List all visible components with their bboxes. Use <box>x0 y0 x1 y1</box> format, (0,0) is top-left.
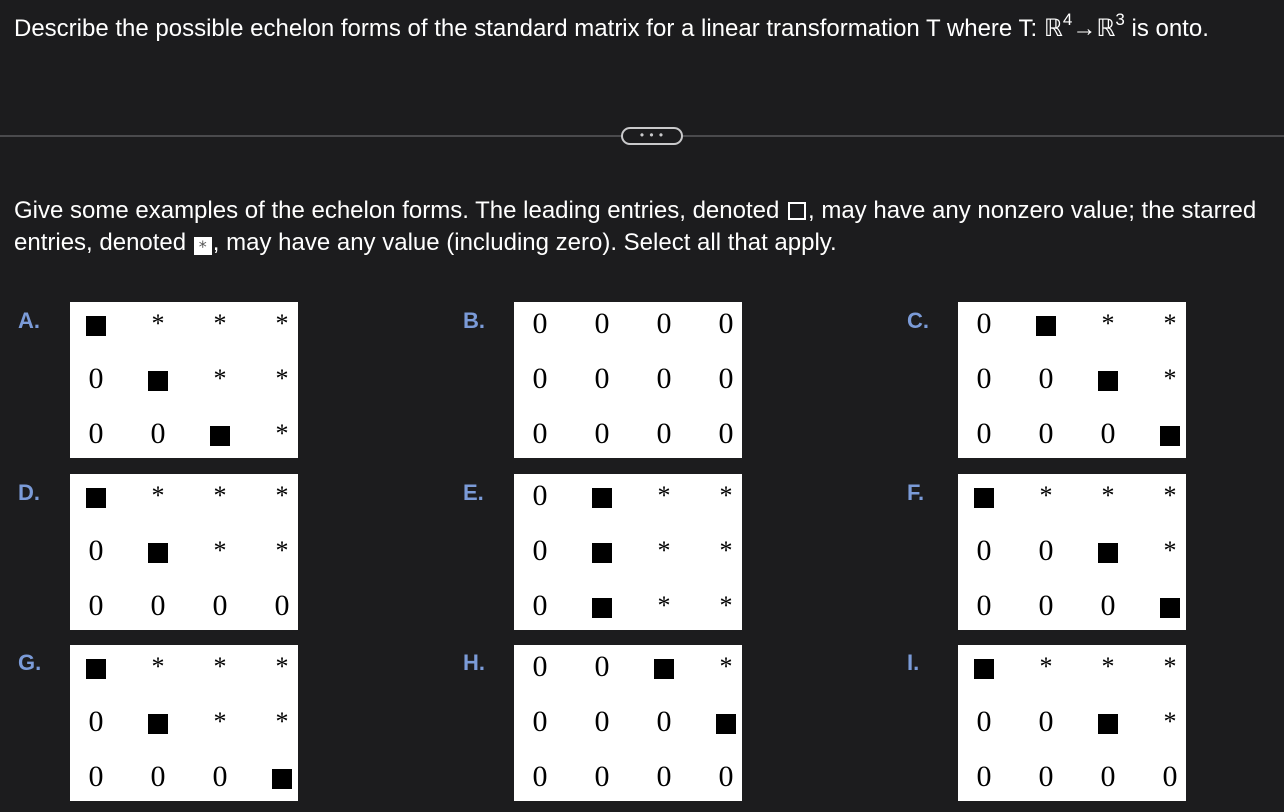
starred-entry: * <box>719 536 733 565</box>
zero-entry: 0 <box>532 534 548 567</box>
leading-entry-icon <box>136 531 180 571</box>
matrix <box>514 645 742 801</box>
zero-entry: 0 <box>88 417 104 450</box>
leading-entry-icon <box>136 702 180 742</box>
starred-entry: * <box>275 309 289 338</box>
zero-entry: 0 <box>656 760 672 793</box>
starred-entry: * <box>275 707 289 736</box>
starred-entry: * <box>275 481 289 510</box>
leading-entry-icon <box>962 476 1006 516</box>
leading-entry-icon <box>1148 586 1192 626</box>
starred-entry: * <box>657 481 671 510</box>
zero-entry: 0 <box>88 705 104 738</box>
zero-entry: 0 <box>1038 705 1054 738</box>
option-letter: G. <box>18 650 42 675</box>
leading-entry-icon <box>260 757 304 797</box>
starred-entry: * <box>1101 309 1115 338</box>
zero-entry: 0 <box>532 362 548 395</box>
matrix <box>514 302 742 458</box>
leading-entry-icon <box>136 359 180 399</box>
zero-entry: 0 <box>718 307 734 340</box>
leading-entry-icon <box>74 304 118 344</box>
starred-entry: * <box>1039 652 1053 681</box>
zero-entry: 0 <box>976 417 992 450</box>
zero-entry: 0 <box>150 760 166 793</box>
matrix <box>70 474 298 630</box>
starred-entry: * <box>213 481 227 510</box>
zero-entry: 0 <box>976 362 992 395</box>
zero-entry: 0 <box>88 589 104 622</box>
zero-entry: 0 <box>594 650 610 683</box>
zero-entry: 0 <box>1038 760 1054 793</box>
starred-entry: * <box>1163 652 1177 681</box>
starred-entry: * <box>275 536 289 565</box>
zero-entry: 0 <box>532 417 548 450</box>
starred-entry: * <box>151 309 165 338</box>
starred-entry: * <box>213 536 227 565</box>
starred-entry: * <box>1101 652 1115 681</box>
starred-entry: * <box>1163 536 1177 565</box>
zero-entry: 0 <box>532 479 548 512</box>
starred-entry: * <box>657 536 671 565</box>
zero-entry: 0 <box>594 307 610 340</box>
starred-entry: * <box>1163 707 1177 736</box>
starred-entry: * <box>1163 309 1177 338</box>
zero-entry: 0 <box>212 589 228 622</box>
zero-entry: 0 <box>976 307 992 340</box>
starred-entry: * <box>719 652 733 681</box>
starred-entry: * <box>1101 481 1115 510</box>
zero-entry: 0 <box>1038 589 1054 622</box>
option-letter: F. <box>907 480 925 505</box>
zero-entry: 0 <box>656 417 672 450</box>
starred-entry: * <box>275 652 289 681</box>
zero-entry: 0 <box>88 362 104 395</box>
expand-more-button[interactable]: • • • <box>621 127 683 145</box>
starred-entry-symbol-icon: * <box>194 237 212 255</box>
starred-entry: * <box>657 591 671 620</box>
zero-entry: 0 <box>718 362 734 395</box>
matrix <box>514 474 742 630</box>
starred-entry: * <box>213 309 227 338</box>
leading-entry-icon <box>1086 359 1130 399</box>
leading-entry-icon <box>580 476 624 516</box>
leading-entry-symbol-icon <box>788 202 806 220</box>
option-letter: E. <box>463 480 484 505</box>
zero-entry: 0 <box>1038 417 1054 450</box>
leading-entry-icon <box>1086 531 1130 571</box>
zero-entry: 0 <box>656 307 672 340</box>
leading-entry-icon <box>74 647 118 687</box>
leading-entry-icon <box>580 531 624 571</box>
leading-entry-icon <box>962 647 1006 687</box>
starred-entry: * <box>213 364 227 393</box>
starred-entry: * <box>275 419 289 448</box>
option-letter: D. <box>18 480 40 505</box>
option-letter: H. <box>463 650 485 675</box>
zero-entry: 0 <box>976 705 992 738</box>
matrix <box>958 645 1186 801</box>
leading-entry-icon <box>704 702 748 742</box>
zero-entry: 0 <box>976 760 992 793</box>
option-letter: A. <box>18 308 40 333</box>
zero-entry: 0 <box>1100 417 1116 450</box>
leading-entry-icon <box>198 414 242 454</box>
zero-entry: 0 <box>718 760 734 793</box>
starred-entry: * <box>719 591 733 620</box>
zero-entry: 0 <box>212 760 228 793</box>
matrix <box>70 645 298 801</box>
starred-entry: * <box>213 652 227 681</box>
zero-entry: 0 <box>656 362 672 395</box>
zero-entry: 0 <box>1100 760 1116 793</box>
zero-entry: 0 <box>1162 760 1178 793</box>
starred-entry: * <box>151 652 165 681</box>
matrix <box>70 302 298 458</box>
zero-entry: 0 <box>594 362 610 395</box>
option-letter: B. <box>463 308 485 333</box>
starred-entry: * <box>1039 481 1053 510</box>
zero-entry: 0 <box>88 760 104 793</box>
starred-entry: * <box>151 481 165 510</box>
zero-entry: 0 <box>594 760 610 793</box>
zero-entry: 0 <box>976 534 992 567</box>
starred-entry: * <box>1163 364 1177 393</box>
leading-entry-icon <box>1148 414 1192 454</box>
matrix <box>958 474 1186 630</box>
leading-entry-icon <box>580 586 624 626</box>
zero-entry: 0 <box>150 589 166 622</box>
starred-entry: * <box>275 364 289 393</box>
zero-entry: 0 <box>532 650 548 683</box>
zero-entry: 0 <box>274 589 290 622</box>
starred-entry: * <box>1163 481 1177 510</box>
starred-entry: * <box>719 481 733 510</box>
question-text: Describe the possible echelon forms of the standard matrix for a linear transformation T where T: ℝ$^4$→ℝ$^3$ is onto. <box>14 10 1209 42</box>
zero-entry: 0 <box>1038 362 1054 395</box>
leading-entry-icon <box>1024 304 1068 344</box>
zero-entry: 0 <box>150 417 166 450</box>
option-letter: C. <box>907 308 929 333</box>
instructions-text: Give some examples of the echelon forms. The leading entries, denoted , may have any nonzero value; the starred entries, denoted * , may have any value (including zero). Select all that apply. <box>14 197 1257 256</box>
leading-entry-icon <box>74 476 118 516</box>
leading-entry-icon <box>642 647 686 687</box>
zero-entry: 0 <box>656 705 672 738</box>
zero-entry: 0 <box>1038 534 1054 567</box>
zero-entry: 0 <box>1100 589 1116 622</box>
zero-entry: 0 <box>532 307 548 340</box>
leading-entry-icon <box>1086 702 1130 742</box>
zero-entry: 0 <box>88 534 104 567</box>
starred-entry: * <box>213 707 227 736</box>
zero-entry: 0 <box>718 417 734 450</box>
zero-entry: 0 <box>976 589 992 622</box>
zero-entry: 0 <box>532 589 548 622</box>
zero-entry: 0 <box>532 760 548 793</box>
matrix <box>958 302 1186 458</box>
zero-entry: 0 <box>594 705 610 738</box>
zero-entry: 0 <box>532 705 548 738</box>
option-letter: I. <box>907 650 920 675</box>
zero-entry: 0 <box>594 417 610 450</box>
